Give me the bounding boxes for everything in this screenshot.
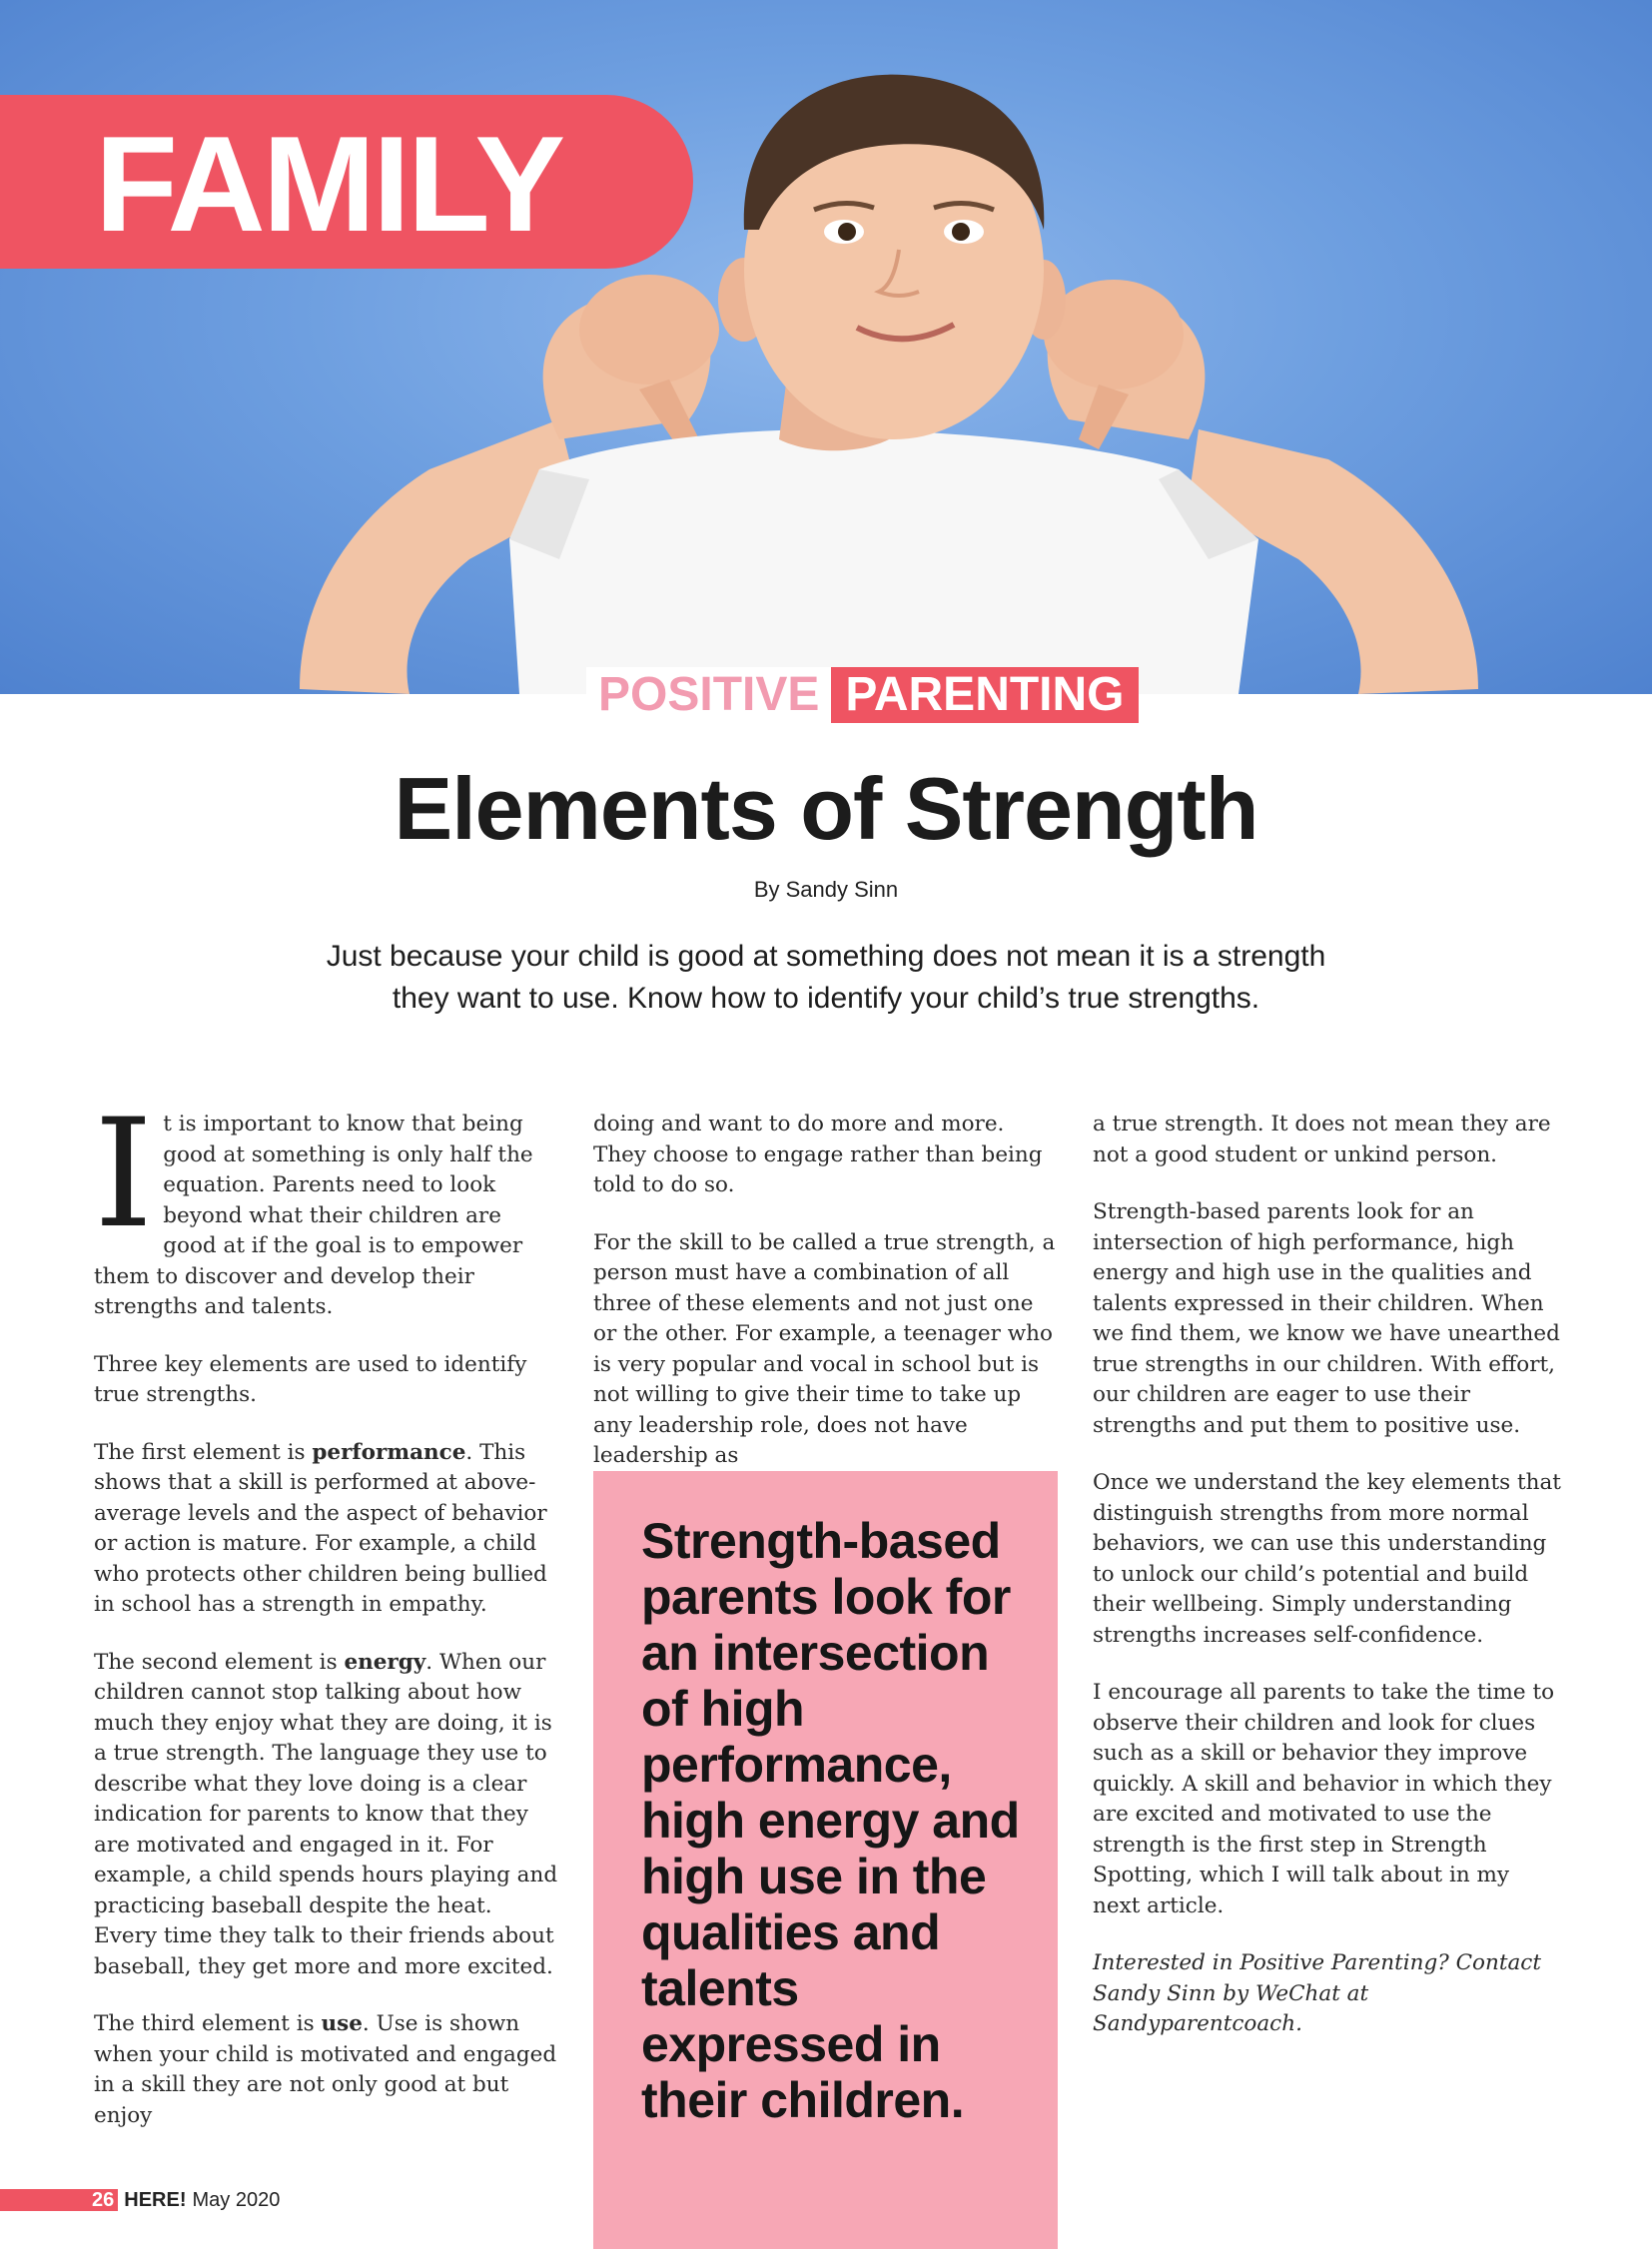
- paragraph: The third element is use. Use is shown when your child is motivated and engaged in a skill they are not only good at but enjoy: [94, 2011, 557, 2128]
- article-title: Elements of Strength: [394, 759, 1258, 858]
- paragraph: I encourage all parents to take the time to observe their children and look for clues such as a skill or behavior they improve quickly. A skill and behavior in which they are excited and motivated to use the strength is the first step in Strength Spotting, which I will talk about in my next article.: [1093, 1680, 1555, 1918]
- page-number: 26: [0, 2189, 118, 2211]
- term-use: use: [321, 2011, 363, 2036]
- page-footer: [0, 2187, 280, 2213]
- paragraph: For the skill to be called a true strength, a person must have a combination of all three of these elements and not just one or the other. For example, a teenager who is very popular and vocal in school but is not willing to give their time to take up any leadership role, does not have leadership as: [593, 1229, 1056, 1468]
- term-performance: performance: [312, 1439, 466, 1465]
- byline: By Sandy Sinn: [753, 877, 899, 902]
- article-dek: Just because your child is good at something does not mean it is a strength they want to use. Know how to identify your child’s true strengths.: [326, 940, 1326, 1015]
- paragraph: a true strength. It does not mean they are not a good student or unkind person.: [1093, 1112, 1551, 1167]
- paragraph: The second element is energy. When our children cannot stop talking about how much they enjoy what they are doing, it is a true strength. The language they use to describe what they love doing is a clear indication for parents to know that they are motivated and engaged in it. For example, a child spends hours playing and practicing baseball despite the heat. Every time they talk to their friends about baseball, they get more and more excited.: [94, 1649, 558, 1979]
- term-energy: energy: [344, 1649, 426, 1675]
- dropcap: I: [94, 1088, 154, 1261]
- hero-photo: [0, 0, 1652, 694]
- author-contact: Interested in Positive Parenting? Contact Sandy Sinn by WeChat at Sandyparentcoach.: [1093, 1950, 1541, 2036]
- body-column-2: [593, 1110, 1061, 1499]
- kicker: [586, 667, 1139, 723]
- paragraph: It is important to know that being good at something is only half the equation. Parents need to look beyond what their children are good at if the goal is to empower them to discover and develop their strengths and talents.: [94, 1088, 533, 1319]
- pull-quote-text: Strength-based parents look for an intersection of high performance, high energy and high use in the qualities and talents expressed in their children.: [641, 1513, 1020, 2128]
- section-banner: [0, 95, 693, 269]
- paragraph: Strength-based parents look for an intersection of high performance, high energy and high use in the qualities and talents expressed in their children. When we find them, we know we have unearthed true strengths in our children. With effort, our children are eager to use their strengths and put them to positive use.: [1093, 1199, 1560, 1438]
- kicker-part1: POSITIVE: [586, 667, 831, 723]
- paragraph: Once we understand the key elements that distinguish strengths from more normal behaviors, we can use this understanding to unlock our child’s potential and build their wellbeing. Simply understanding strengths increases self-confidence.: [1093, 1470, 1561, 1648]
- paragraph: Three key elements are used to identify true strengths.: [94, 1351, 527, 1407]
- body-column-3: [1093, 1110, 1562, 2067]
- issue-date: May 2020: [192, 2188, 281, 2211]
- section-label: FAMILY: [95, 108, 563, 260]
- magazine-name: HERE!: [124, 2188, 187, 2211]
- pull-quote-box: [593, 1471, 1058, 2249]
- body-column-1: [94, 1088, 559, 2158]
- kicker-part2: PARENTING: [831, 667, 1138, 723]
- paragraph: doing and want to do more and more. They choose to engage rather than being told to do so.: [593, 1112, 1043, 1197]
- paragraph: The first element is performance. This shows that a skill is performed at above-average levels and the aspect of behavior or action is mature. For example, a child who protects other children being bullied in school has a strength in empathy.: [94, 1439, 547, 1617]
